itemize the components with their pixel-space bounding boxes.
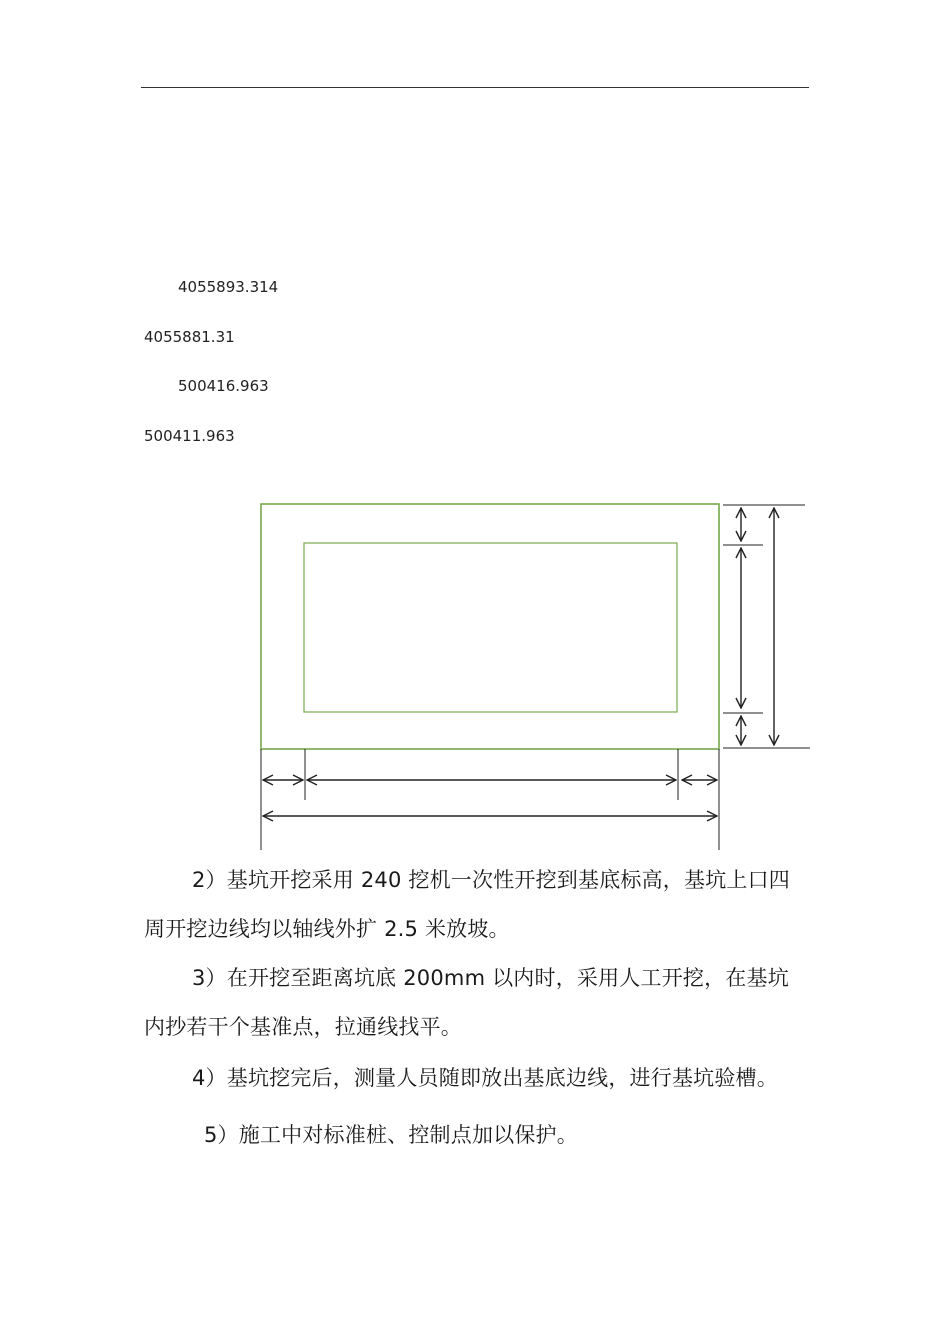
- inner-foundation-boundary: [304, 543, 677, 712]
- paragraph: 4）基坑挖完后，测量人员随即放出基底边线，进行基坑验槽。: [192, 1066, 778, 1090]
- coordinate-value: 500416.963: [178, 377, 269, 395]
- paragraph: 5）施工中对标准桩、控制点加以保护。: [204, 1123, 578, 1147]
- coordinate-value: 4055893.314: [178, 278, 279, 296]
- paragraph: 3）在开挖至距离坑底 200mm 以内时，采用人工开挖，在基坑内抄若干个基准点，拉通线找平。: [144, 966, 789, 1039]
- coordinate-value: 4055881.31: [144, 328, 235, 346]
- paragraph: 2）基坑开挖采用 240 挖机一次性开挖到基底标高，基坑上口四周开挖边线均以轴线外扩 2.5 米放坡。: [144, 868, 790, 941]
- coordinate-value: 500411.963: [144, 427, 235, 445]
